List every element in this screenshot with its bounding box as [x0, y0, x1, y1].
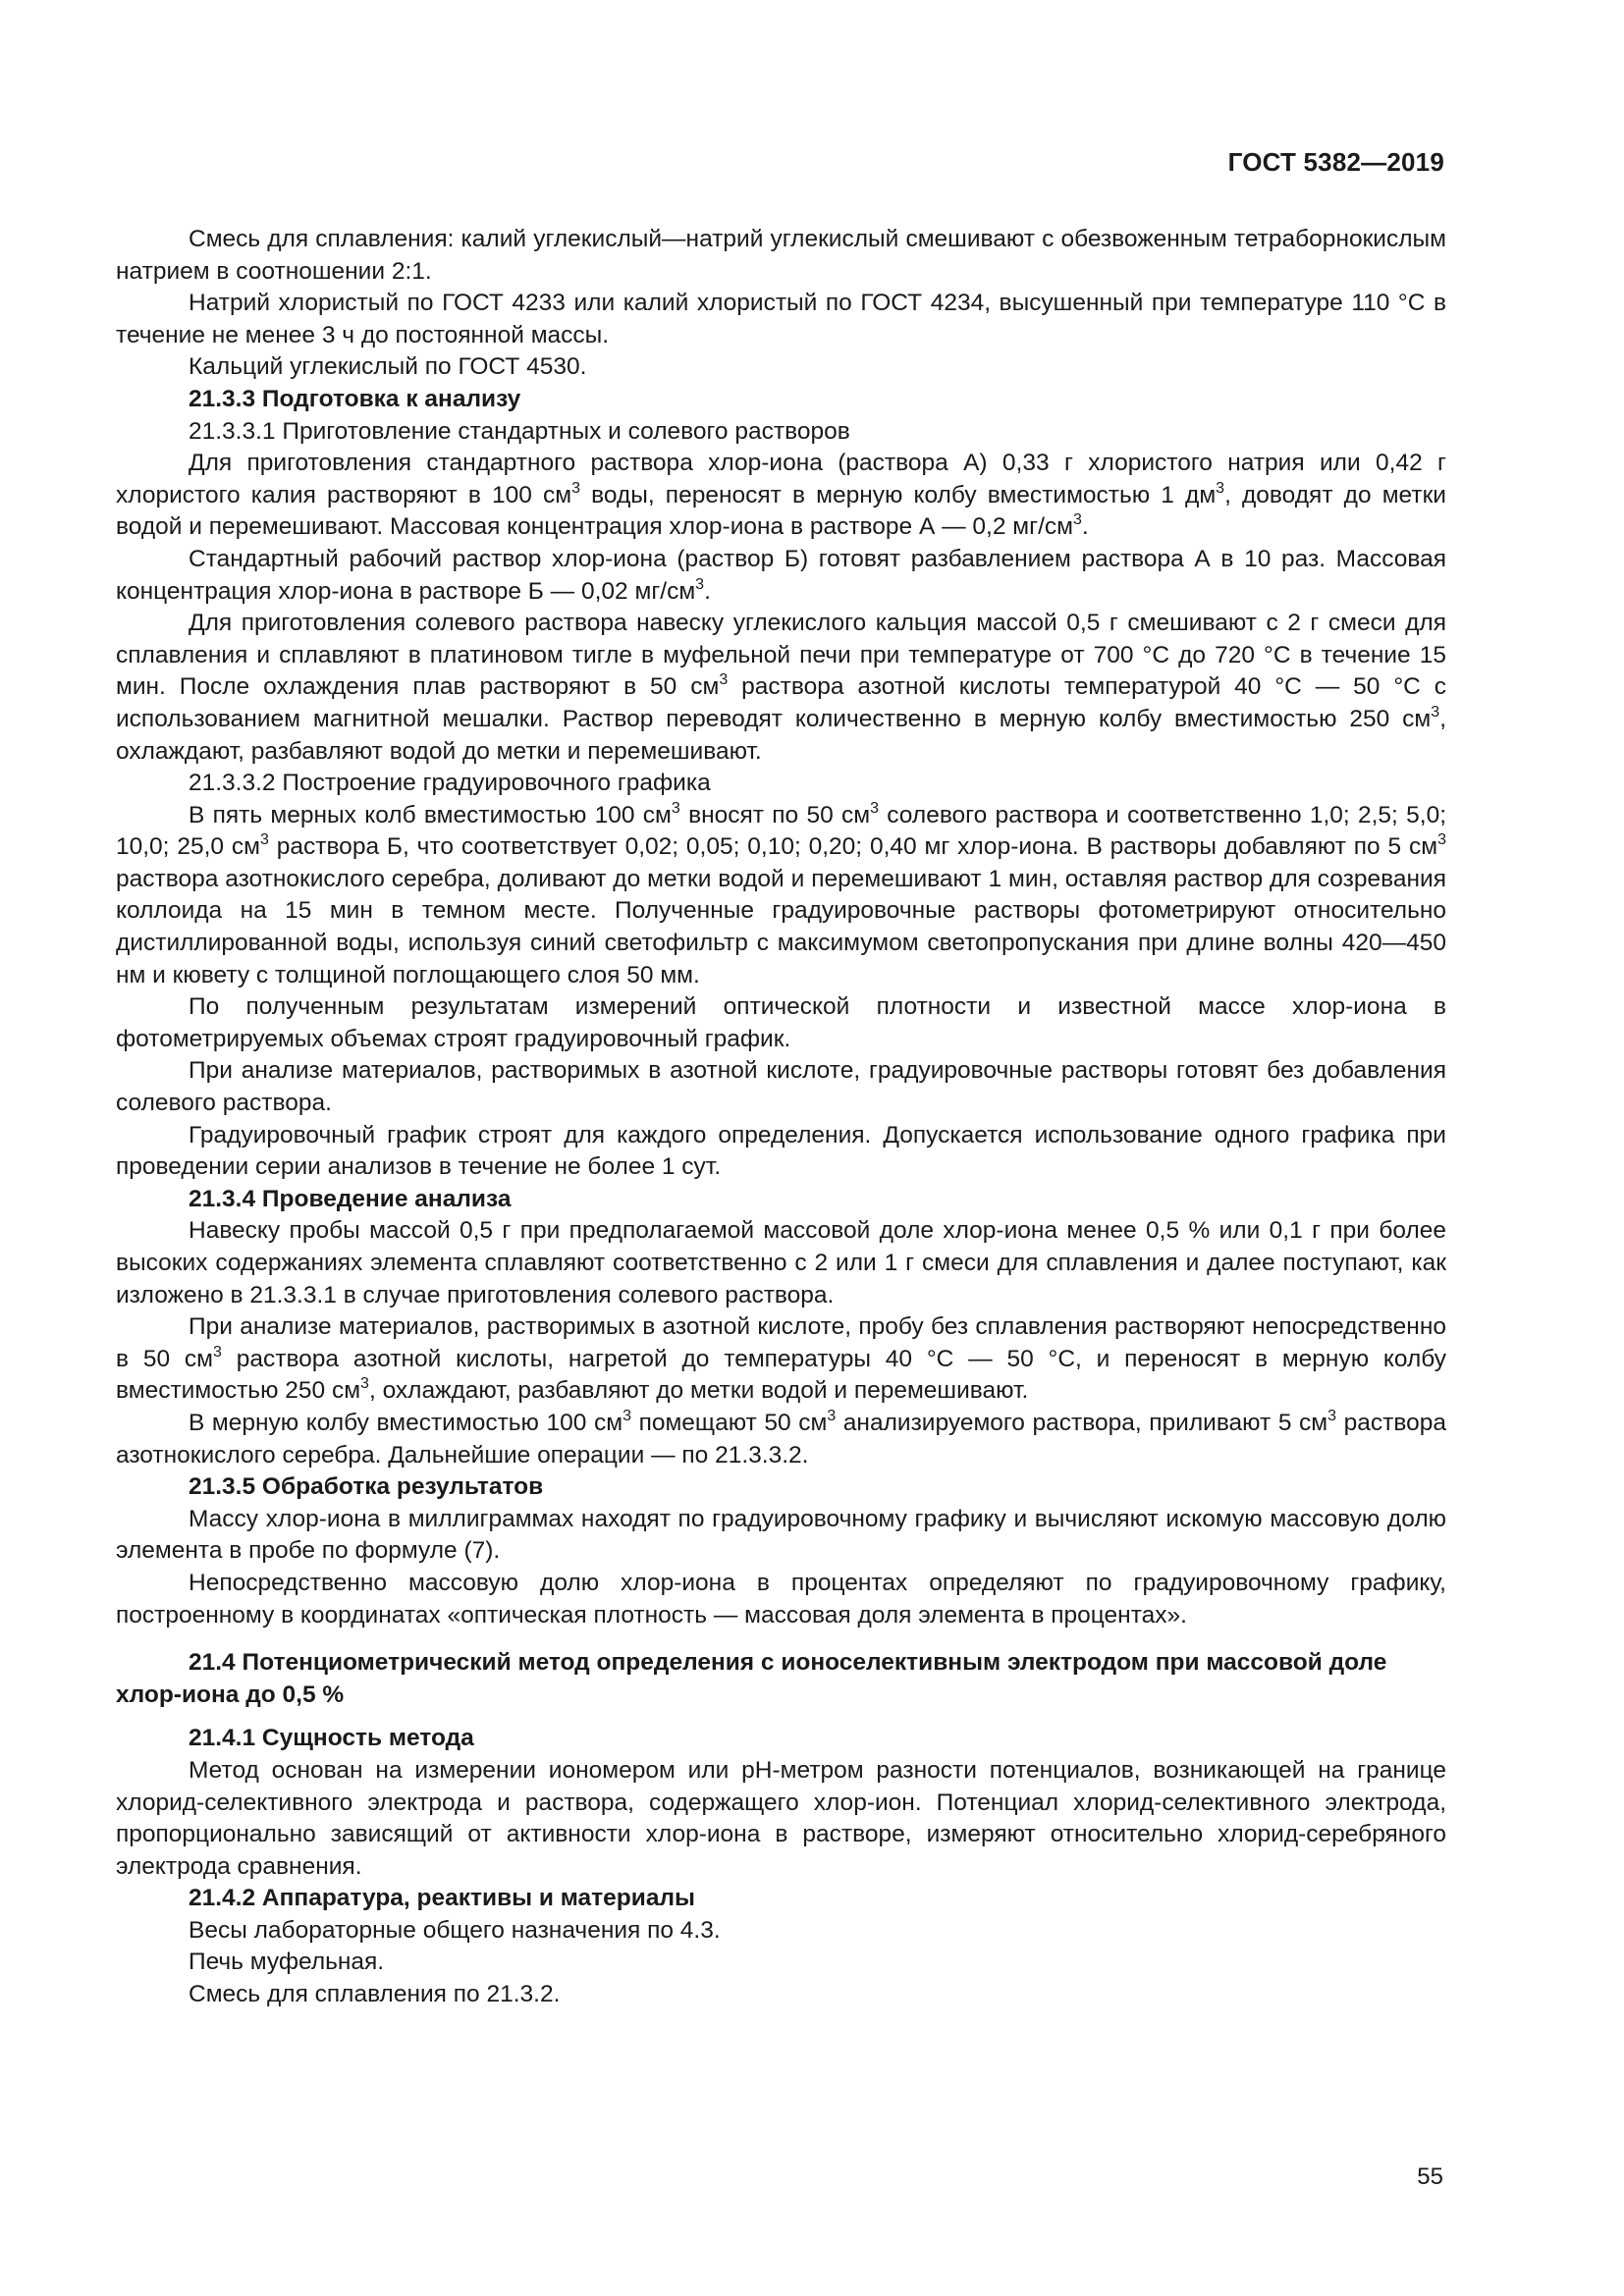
superscript: 3 [671, 799, 680, 817]
paragraph-silver-nitrate-addition: В мерную колбу вместимостью 100 $см^3$ помещают 50 $см^3$ анализируемого раствора, приливают 5 $см^3$ раствора азотнокислого серебра. Дальнейшие операции — по 21.3.3.2. [116, 1407, 1446, 1468]
document-header: ГОСТ 5382—2019 [1227, 147, 1444, 177]
paragraph-lab-scales: Весы лабораторные общего назначения по 4.3. [189, 1916, 721, 1944]
paragraph-working-solution-b: Стандартный рабочий раствор хлор-иона (раствор Б) готовят разбавлением раствора А в 10 раз. Массовая концентрация хлор-иона в растворе Б — 0,02 $мг/см^3$. [116, 545, 1446, 605]
page-number: 55 [1417, 2163, 1443, 2190]
paragraph-direct-dissolution: При анализе материалов, растворимых в азотной кислоте, пробу без сплавления растворяют непосредственно в 50 $см^3$ раствора азотной кислоты, нагретой до температуры 40 °С — 50 °С, и переносят в мерную колбу вместимостью 250 $см^3$, охлаждают, разбавляют до метки водой и перемешивают. [116, 1313, 1447, 1405]
paragraph-method-essence: Метод основан на измерении иономером или pH-метром разности потенциалов, возникающей на границе хлорид-селективного электрода и раствора, содержащего хлор-ион. Потенциал хлорид-селективного электрода, пропорционально зависящий от активности хлор-иона в растворе, измеряют относительно хлорид-серебряного электрода сравнения. [116, 1756, 1446, 1880]
section-heading-21-3-5: 21.3.5 Обработка результатов [189, 1473, 544, 1501]
superscript: 3 [1072, 511, 1082, 529]
superscript: 3 [1431, 703, 1440, 721]
superscript: 3 [213, 1343, 222, 1361]
superscript: 3 [623, 1407, 631, 1424]
superscript: 3 [259, 831, 269, 849]
section-heading-21-3-3: 21.3.3 Подготовка к анализу [189, 385, 521, 412]
superscript: 3 [870, 799, 879, 817]
paragraph-calibration-flasks: В пять мерных колб вместимостью 100 $см^3$ вносят по 50 $см^3$ солевого раствора и соответственно 1,0; 2,5; 5,0; 10,0; 25,0 $см^3$ раствора Б, что соответствует 0,02; 0,05; 0,10; 0,20; 0,40 мг хлор-иона. В растворы добавляют по 5 $см^3$ раствора азотнокислого серебра, доливают до метки водой и перемешивают 1 мин, оставляя раствор для созревания коллоида на 15 мин в темном месте. Полученные градуировочные растворы фотометрируют относительно дистиллированной воды, используя синий светофильтр с максимумом светопропускания при длине волны 420—450 нм и кювету с толщиной поглощающего слоя 50 мм. [116, 799, 1447, 988]
superscript: 3 [695, 575, 705, 593]
section-heading-21-3-4: 21.3.4 Проведение анализа [189, 1185, 512, 1212]
superscript: 3 [571, 479, 581, 497]
paragraph-mass-calculation: Массу хлор-иона в миллиграммах находят по градуировочному графику и вычисляют искомую массовую долю элемента в пробе по формуле (7). [116, 1505, 1446, 1565]
superscript: 3 [1327, 1407, 1337, 1424]
superscript: 3 [360, 1375, 369, 1393]
document-body [116, 224, 1446, 2011]
paragraph-calcium-carbonate: Кальций углекислый по ГОСТ 4530. [189, 353, 587, 381]
paragraph-nitric-acid-soluble: При анализе материалов, растворимых в азотной кислоте, градуировочные растворы готовят без добавления солевого раствора. [116, 1057, 1446, 1117]
section-heading-21-4-1: 21.4.1 Сущность метода [189, 1725, 474, 1752]
subsection-heading-21-3-3-1: 21.3.3.1 Приготовление стандартных и солевого растворов [189, 417, 850, 445]
superscript: 3 [1437, 831, 1446, 849]
paragraph-standard-solution-a: Для приготовления стандартного раствора хлор-иона (раствора А) 0,33 г хлористого натрия или 0,42 г хлористого калия растворяют в 100 $см^3$ воды, переносят в мерную колбу вместимостью 1 $дм^3$, доводят до метки водой и перемешивают. Массовая концентрация хлор-иона в растворе А — 0,2 $мг/см^3$. [116, 450, 1446, 541]
section-heading-21-4-2: 21.4.2 Аппаратура, реактивы и материалы [189, 1885, 695, 1912]
superscript: 3 [719, 671, 729, 689]
paragraph-sodium-chloride: Натрий хлористый по ГОСТ 4233 или калий хлористый по ГОСТ 4234, высушенный при температуре 110 °С в течение не менее 3 ч до постоянной массы. [116, 290, 1446, 348]
paragraph-graph-per-determination: Градуировочный график строят для каждого определения. Допускается использование одного графика при проведении серии анализов в течение не более 1 сут. [116, 1121, 1446, 1181]
paragraph-fusion-mixture-ref: Смесь для сплавления по 21.3.2. [189, 1981, 561, 2008]
subsection-heading-21-3-3-2: 21.3.3.2 Построение градуировочного графика [189, 770, 711, 797]
paragraph-calibration-graph: По полученным результатам измерений оптической плотности и известной массе хлор-иона в фотометрируемых объемах строят градуировочный график. [116, 993, 1446, 1052]
paragraph-sample-weight: Навеску пробы массой 0,5 г при предполагаемой массовой доле хлор-иона менее 0,5 % или 0,1 г при более высоких содержаниях элемента сплавляют соответственно с 2 или 1 г смеси для сплавления и далее поступают, как изложено в 21.3.3.1 в случае приготовления солевого раствора. [116, 1217, 1446, 1308]
superscript: 3 [827, 1407, 837, 1424]
paragraph-direct-percentage: Непосредственно массовую долю хлор-иона в процентах определяют по градуировочному графику, построенному в координатах «оптическая плотность — массовая доля элемента в процентах». [116, 1569, 1446, 1629]
paragraph-fusion-mixture: Смесь для сплавления: калий углекислый—натрий углекислый смешивают с обезвоженным тетраборнокислым натрием в соотношении 2:1. [116, 226, 1446, 285]
section-heading-21-4: 21.4 Потенциометрический метод определения с ионоселективным электродом при массовой доле хлор-иона до 0,5 % [116, 1649, 1387, 1708]
paragraph-salt-solution: Для приготовления солевого раствора навеску углекислого кальция массой 0,5 г смешивают с 2 г смеси для сплавления и сплавляют в платиновом тигле в муфельной печи при температуре от 700 °С до 720 °С в течение 15 мин. После охлаждения плав растворяют в 50 $см^3$ раствора азотной кислоты температурой 40 °С — 50 °С с использованием магнитной мешалки. Раствор переводят количественно в мерную колбу вместимостью 250 $см^3$, охлаждают, разбавляют водой до метки и перемешивают. [116, 610, 1446, 765]
paragraph-muffle-furnace: Печь муфельная. [189, 1949, 385, 1976]
superscript: 3 [1216, 479, 1225, 497]
